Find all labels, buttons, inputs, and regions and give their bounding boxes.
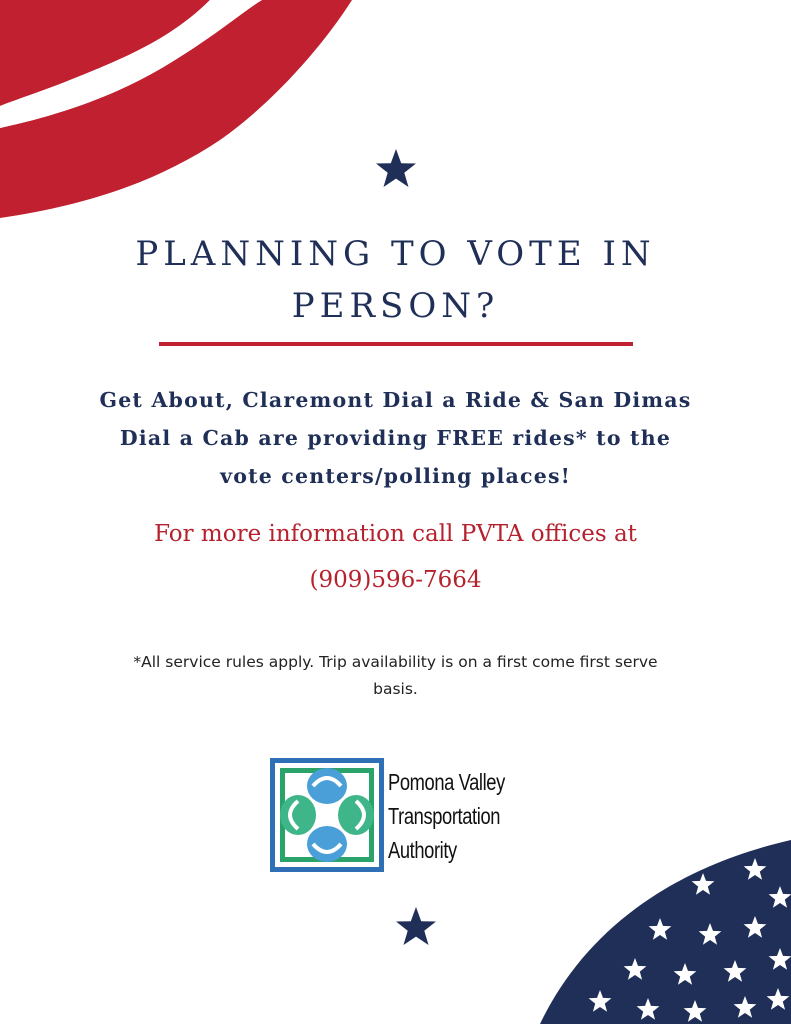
flag-stripes-decoration (0, 0, 360, 220)
phone-number: (909)596-7664 (309, 567, 482, 593)
title-divider (159, 342, 633, 346)
body-text: Get About, Claremont Dial a Ride & San Dimas Dial a Cab are providing FREE rides* to the vote centers/polling places! (99, 388, 692, 488)
logo-line: Authority (388, 837, 457, 863)
star-icon (394, 905, 438, 949)
contact-info (80, 511, 711, 603)
logo-line: Transportation (388, 803, 501, 829)
footnote: *All service rules apply. Trip availability is on a first come first serve basis. (133, 653, 658, 698)
page-title: PLANNING TO VOTE IN PERSON? (135, 234, 656, 326)
star-icon (374, 147, 418, 191)
pvta-logo-icon (268, 756, 386, 874)
contact-line: For more information call PVTA offices at (154, 521, 637, 547)
logo-wordmark (388, 765, 505, 867)
flag-stars-decoration (540, 840, 791, 1024)
logo-line: Pomona Valley (388, 769, 505, 795)
